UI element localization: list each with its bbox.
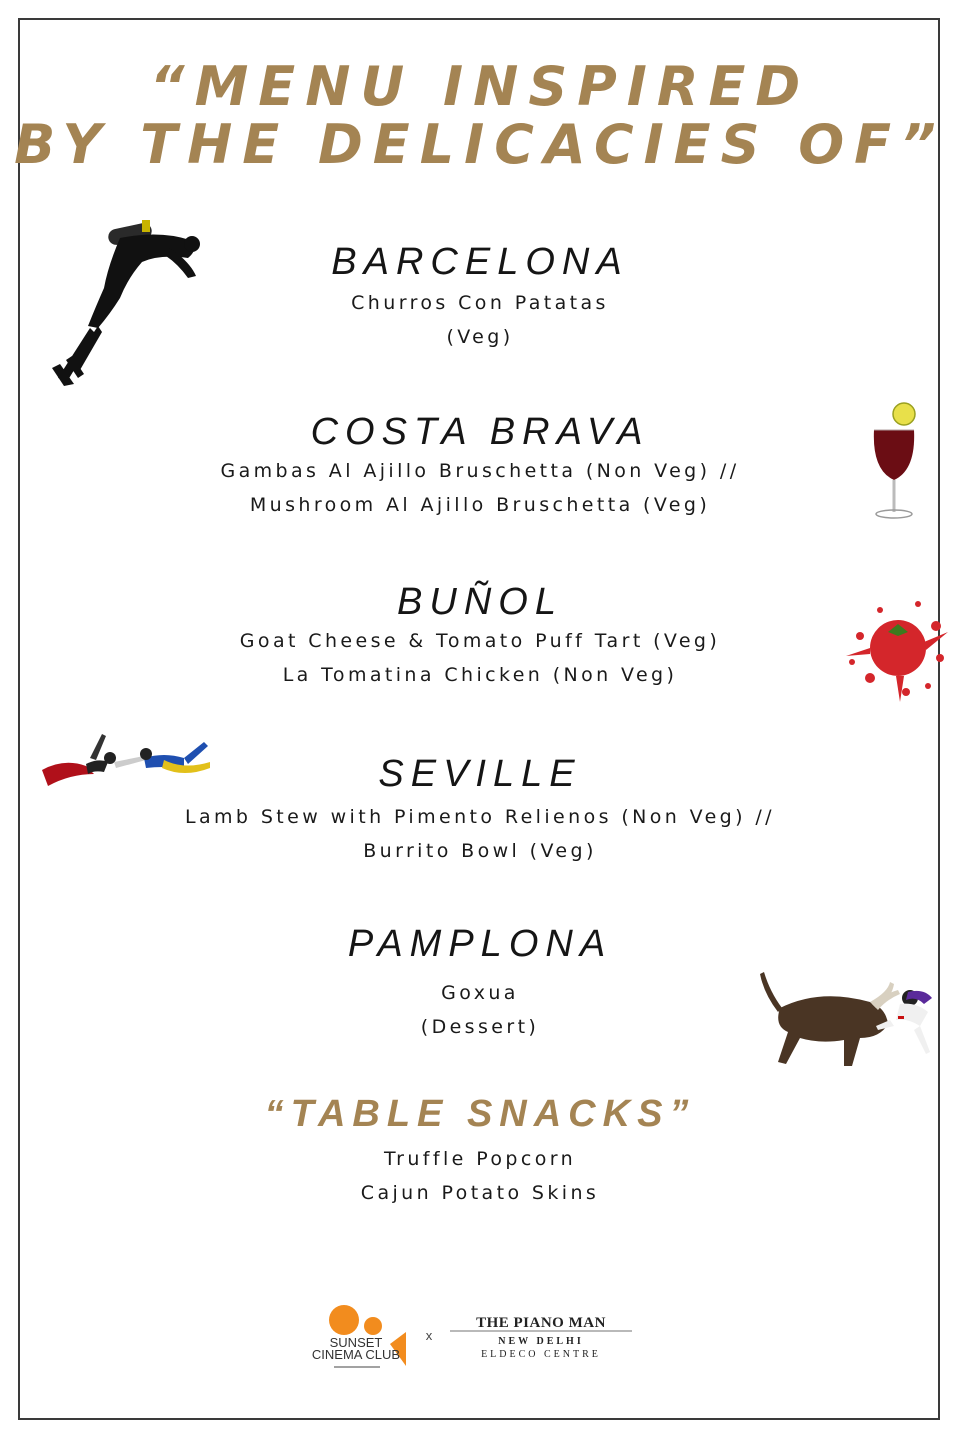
sunset-logo-line2: CINEMA CLUB — [311, 1347, 401, 1362]
logo-separator: x — [425, 1328, 433, 1343]
piano-man-venue: ELDECO CENTRE — [481, 1349, 601, 1360]
tomato-splash-icon — [840, 596, 952, 704]
section-costa-brava — [0, 410, 960, 522]
snack-item: Truffle Popcorn — [383, 1148, 577, 1170]
piano-man-city: NEW DELHI — [498, 1336, 584, 1347]
dish-line: Burrito Bowl (Veg) — [363, 840, 597, 862]
section-bunol — [0, 580, 960, 692]
piano-man-logo — [450, 1315, 632, 1360]
snacks-title: “TABLE SNACKS” — [264, 1093, 696, 1135]
city-title: BARCELONA — [331, 241, 629, 283]
dish-line: Goxua — [441, 982, 519, 1004]
sunset-logo-line1: SUNSET — [329, 1335, 383, 1350]
section-table-snacks — [0, 1092, 960, 1210]
bull-runner-icon — [760, 968, 940, 1076]
dish-line: Gambas Al Ajillo Bruschetta (Non Veg) // — [220, 460, 740, 482]
city-title: SEVILLE — [378, 753, 582, 795]
dish-line: Goat Cheese & Tomato Puff Tart (Veg) — [239, 630, 721, 652]
footer-logos — [0, 1300, 960, 1380]
city-title: PAMPLONA — [347, 923, 613, 965]
skydivers-icon — [34, 728, 214, 808]
dish-line: Mushroom Al Ajillo Bruschetta (Veg) — [249, 494, 711, 516]
dish-line: Churros Con Patatas — [351, 292, 609, 314]
dish-line: (Veg) — [446, 326, 514, 348]
dish-line: (Dessert) — [420, 1016, 540, 1038]
sunset-cinema-club-logo — [312, 1305, 406, 1367]
menu-title-line-1: “MENU INSPIRED — [149, 55, 811, 118]
piano-man-title: THE PIANO MAN — [476, 1315, 606, 1331]
city-title: COSTA BRAVA — [310, 411, 650, 453]
sangria-glass-icon — [864, 400, 924, 522]
snack-item: Cajun Potato Skins — [360, 1182, 600, 1204]
dish-line: Lamb Stew with Pimento Relienos (Non Veg) // — [185, 806, 775, 828]
scuba-diver-icon — [50, 218, 205, 390]
dish-line: La Tomatina Chicken (Non Veg) — [282, 664, 678, 686]
menu-title-line-2: BY THE DELICACIES OF” — [14, 113, 946, 176]
city-title: BUÑOL — [397, 581, 563, 623]
